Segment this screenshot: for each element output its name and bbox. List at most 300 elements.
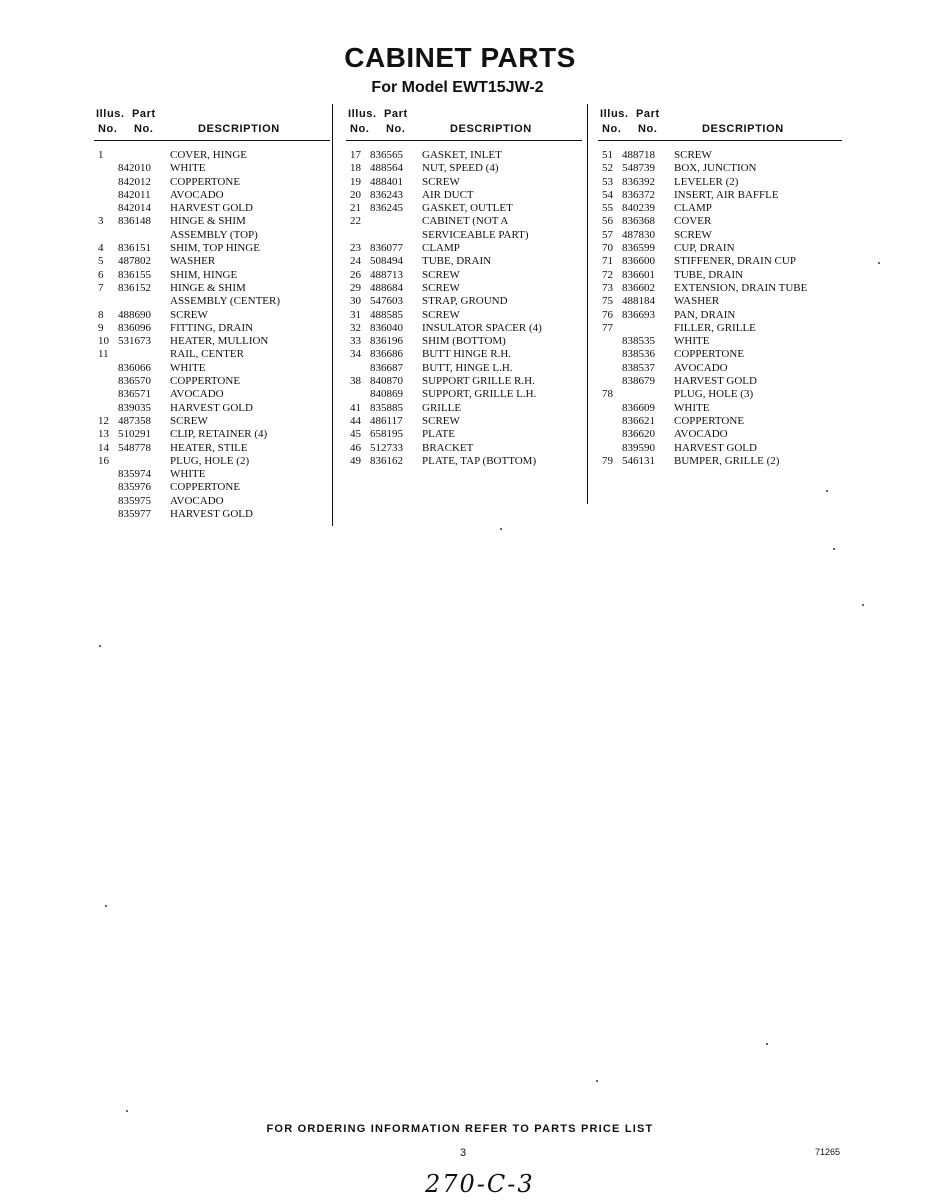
part-description: WASHER xyxy=(170,255,216,268)
part-number: 487802 xyxy=(118,255,151,268)
column-divider xyxy=(332,104,333,526)
part-description: PLATE, TAP (BOTTOM) xyxy=(422,454,537,467)
part-description: WHITE xyxy=(170,162,206,175)
ordering-info-footer: FOR ORDERING INFORMATION REFER TO PARTS PRICE LIST xyxy=(266,1123,654,1135)
part-number: 546131 xyxy=(622,454,655,467)
part-description: TUBE, DRAIN xyxy=(674,268,744,281)
illus-number: 9 xyxy=(98,321,104,334)
part-number: 487830 xyxy=(622,228,655,241)
illus-number: 34 xyxy=(350,348,361,361)
part-row xyxy=(94,149,330,162)
part-number: 547603 xyxy=(370,295,403,308)
part-number: 836243 xyxy=(370,188,403,201)
part-description: GRILLE xyxy=(422,401,462,414)
part-number: 488401 xyxy=(370,175,403,188)
scan-speck xyxy=(99,645,101,647)
part-description: HINGE & SHIM xyxy=(170,215,246,228)
illus-number: 54 xyxy=(602,188,613,201)
part-number: 836077 xyxy=(370,242,403,255)
part-description: BOX, JUNCTION xyxy=(674,162,757,175)
handwritten-note: 270-C-3 xyxy=(425,1170,535,1198)
part-description: AVOCADO xyxy=(674,361,728,374)
part-description: EXTENSION, DRAIN TUBE xyxy=(674,281,808,294)
part-row xyxy=(346,202,582,215)
part-row xyxy=(94,229,330,242)
illus-number: 31 xyxy=(350,308,361,321)
illus-number: 23 xyxy=(350,242,361,255)
part-number: 835975 xyxy=(118,494,151,507)
scan-speck xyxy=(500,528,502,530)
illus-number: 33 xyxy=(350,335,361,348)
illus-number: 75 xyxy=(602,295,613,308)
part-number: 488684 xyxy=(370,281,403,294)
scan-speck xyxy=(826,490,828,492)
part-number: 488585 xyxy=(370,308,403,321)
part-description: AVOCADO xyxy=(170,188,224,201)
part-number: 488718 xyxy=(622,149,655,161)
part-row xyxy=(94,282,330,295)
illus-number: 55 xyxy=(602,202,613,215)
illus-number: 51 xyxy=(602,149,613,161)
part-number: 836602 xyxy=(622,281,655,294)
part-description: INSULATOR SPACER (4) xyxy=(422,321,542,334)
part-description: SHIM, HINGE xyxy=(170,268,238,281)
part-number: 510291 xyxy=(118,428,151,441)
part-description: GASKET, INLET xyxy=(422,149,502,161)
part-row xyxy=(598,309,842,322)
part-row xyxy=(598,442,842,455)
part-row xyxy=(598,428,842,441)
part-row xyxy=(598,375,842,388)
part-number: 838537 xyxy=(622,361,655,374)
part-description: STRAP, GROUND xyxy=(422,295,508,308)
scan-speck xyxy=(596,1080,598,1082)
part-row xyxy=(94,388,330,401)
part-description: SCREW xyxy=(170,308,208,321)
part-number: 548778 xyxy=(118,441,151,454)
part-row xyxy=(94,481,330,494)
part-description: GASKET, OUTLET xyxy=(422,202,513,215)
illus-number: 13 xyxy=(98,428,109,441)
part-description: HEATER, STILE xyxy=(170,441,248,454)
page-number: 3 xyxy=(460,1147,467,1159)
header-illus-no: No. xyxy=(350,123,370,135)
part-row xyxy=(346,402,582,415)
illus-number: 29 xyxy=(350,281,361,294)
part-description: ASSEMBLY (CENTER) xyxy=(170,295,281,308)
part-description: WHITE xyxy=(674,401,710,414)
part-number: 512733 xyxy=(370,441,403,454)
header-part: Part xyxy=(384,108,408,120)
illus-number: 21 xyxy=(350,202,361,215)
part-row xyxy=(346,335,582,348)
header-part: Part xyxy=(636,108,660,120)
part-description: AVOCADO xyxy=(170,388,224,401)
part-description: COPPERTONE xyxy=(674,414,745,427)
part-number: 836368 xyxy=(622,215,655,228)
column-divider xyxy=(587,104,588,504)
part-row xyxy=(94,162,330,175)
part-number: 836152 xyxy=(118,281,151,294)
illus-number: 20 xyxy=(350,188,361,201)
part-description: SCREW xyxy=(170,414,208,427)
part-description: FITTING, DRAIN xyxy=(170,321,254,334)
part-description: HARVEST GOLD xyxy=(674,441,757,454)
part-number: 836620 xyxy=(622,428,655,441)
part-number: 836601 xyxy=(622,268,655,281)
part-description: COPPERTONE xyxy=(170,175,241,188)
illus-number: 4 xyxy=(98,242,104,255)
scan-speck xyxy=(126,1110,128,1112)
part-row xyxy=(598,242,842,255)
part-row xyxy=(94,402,330,415)
part-number: 836687 xyxy=(370,361,403,374)
part-row xyxy=(94,176,330,189)
part-description: CLIP, RETAINER (4) xyxy=(170,428,268,441)
part-description: AIR DUCT xyxy=(422,188,474,201)
part-row xyxy=(94,202,330,215)
part-row xyxy=(598,335,842,348)
part-description: CLAMP xyxy=(422,242,460,255)
illus-number: 46 xyxy=(350,441,361,454)
scan-speck xyxy=(862,604,864,606)
illus-number: 45 xyxy=(350,428,361,441)
part-description: COPPERTONE xyxy=(674,348,745,361)
part-row xyxy=(94,508,330,521)
part-row xyxy=(598,215,842,228)
part-row xyxy=(94,495,330,508)
part-row xyxy=(94,442,330,455)
part-row xyxy=(346,215,582,228)
part-description: STIFFENER, DRAIN CUP xyxy=(674,255,796,268)
part-row xyxy=(94,295,330,308)
part-number: 839035 xyxy=(118,401,151,414)
part-description: TUBE, DRAIN xyxy=(422,255,492,268)
part-number: 840870 xyxy=(370,375,403,388)
parts-rows xyxy=(94,149,330,521)
part-number: 836600 xyxy=(622,255,655,268)
part-row xyxy=(598,149,842,162)
header-description: DESCRIPTION xyxy=(450,123,532,135)
scan-speck xyxy=(833,548,835,550)
part-number: 835976 xyxy=(118,481,151,494)
part-number: 548739 xyxy=(622,162,655,175)
illus-number: 57 xyxy=(602,228,613,241)
illus-number: 1 xyxy=(98,149,104,161)
part-row xyxy=(346,162,582,175)
part-number: 836621 xyxy=(622,414,655,427)
part-description: COPPERTONE xyxy=(170,375,241,388)
part-number: 836599 xyxy=(622,242,655,255)
part-description: HEATER, MULLION xyxy=(170,335,269,348)
part-description: COPPERTONE xyxy=(170,481,241,494)
part-row xyxy=(346,149,582,162)
part-description: AVOCADO xyxy=(674,428,728,441)
part-row xyxy=(598,362,842,375)
illus-number: 10 xyxy=(98,335,109,348)
header-illus: Illus. xyxy=(96,108,125,120)
part-description: HARVEST GOLD xyxy=(170,401,253,414)
part-number: 838679 xyxy=(622,375,655,388)
parts-column-2 xyxy=(346,108,582,468)
illus-number: 44 xyxy=(350,414,361,427)
illus-number: 76 xyxy=(602,308,613,321)
parts-column-3 xyxy=(598,108,842,468)
part-row xyxy=(346,322,582,335)
part-number: 836571 xyxy=(118,388,151,401)
part-description: FILLER, GRILLE xyxy=(674,321,756,334)
part-number: 839590 xyxy=(622,441,655,454)
part-row xyxy=(94,309,330,322)
part-number: 836609 xyxy=(622,401,655,414)
part-row xyxy=(598,455,842,468)
part-row xyxy=(346,309,582,322)
part-row xyxy=(598,189,842,202)
part-row xyxy=(346,348,582,361)
part-row xyxy=(346,229,582,242)
part-number: 836155 xyxy=(118,268,151,281)
illus-number: 11 xyxy=(98,348,109,361)
part-row xyxy=(346,415,582,428)
header-illus-no: No. xyxy=(98,123,118,135)
part-description: SHIM (BOTTOM) xyxy=(422,335,506,348)
part-row xyxy=(94,455,330,468)
part-row xyxy=(346,442,582,455)
parts-rows xyxy=(598,149,842,468)
part-description: HARVEST GOLD xyxy=(170,508,253,521)
part-description: SERVICEABLE PART) xyxy=(422,228,529,241)
part-number: 836565 xyxy=(370,149,403,161)
part-number: 842012 xyxy=(118,175,151,188)
illus-number: 70 xyxy=(602,242,613,255)
part-description: RAIL, CENTER xyxy=(170,348,244,361)
part-row xyxy=(94,242,330,255)
header-illus: Illus. xyxy=(348,108,377,120)
part-number: 487358 xyxy=(118,414,151,427)
part-number: 842011 xyxy=(118,188,151,201)
part-row xyxy=(346,242,582,255)
part-row xyxy=(598,255,842,268)
part-row xyxy=(94,322,330,335)
illus-number: 5 xyxy=(98,255,104,268)
part-number: 836196 xyxy=(370,335,403,348)
part-description: SCREW xyxy=(422,268,460,281)
illus-number: 38 xyxy=(350,375,361,388)
part-description: LEVELER (2) xyxy=(674,175,739,188)
part-description: BUMPER, GRILLE (2) xyxy=(674,454,780,467)
parts-column-1 xyxy=(94,108,330,521)
header-description: DESCRIPTION xyxy=(198,123,280,135)
part-description: HARVEST GOLD xyxy=(674,375,757,388)
header-illus: Illus. xyxy=(600,108,629,120)
illus-number: 18 xyxy=(350,162,361,175)
part-row xyxy=(94,362,330,375)
part-number: 836693 xyxy=(622,308,655,321)
part-description: PLUG, HOLE (3) xyxy=(674,388,754,401)
column-header xyxy=(598,108,842,141)
part-row xyxy=(94,189,330,202)
part-row xyxy=(598,388,842,401)
part-row xyxy=(598,229,842,242)
illus-number: 12 xyxy=(98,414,109,427)
part-row xyxy=(94,428,330,441)
illus-number: 7 xyxy=(98,281,104,294)
header-part-no: No. xyxy=(134,123,154,135)
illus-number: 79 xyxy=(602,454,613,467)
part-number: 836151 xyxy=(118,242,151,255)
part-description: WHITE xyxy=(674,335,710,348)
part-row xyxy=(94,335,330,348)
part-description: COVER xyxy=(674,215,712,228)
part-description: ASSEMBLY (TOP) xyxy=(170,228,258,241)
header-part-no: No. xyxy=(638,123,658,135)
part-row xyxy=(598,402,842,415)
part-number: 658195 xyxy=(370,428,403,441)
part-number: 836392 xyxy=(622,175,655,188)
illus-number: 56 xyxy=(602,215,613,228)
part-description: BRACKET xyxy=(422,441,474,454)
part-description: SCREW xyxy=(422,308,460,321)
part-row xyxy=(94,375,330,388)
part-description: WASHER xyxy=(674,295,720,308)
part-number: 835974 xyxy=(118,468,151,481)
part-row xyxy=(598,282,842,295)
illus-number: 6 xyxy=(98,268,104,281)
parts-rows xyxy=(346,149,582,468)
part-description: AVOCADO xyxy=(170,494,224,507)
illus-number: 72 xyxy=(602,268,613,281)
part-description: CUP, DRAIN xyxy=(674,242,735,255)
part-description: SCREW xyxy=(422,414,460,427)
header-description: DESCRIPTION xyxy=(702,123,784,135)
part-number: 842014 xyxy=(118,202,151,215)
header-part-no: No. xyxy=(386,123,406,135)
scan-speck xyxy=(878,262,880,264)
part-row xyxy=(346,255,582,268)
part-row xyxy=(94,255,330,268)
part-description: BUTT, HINGE L.H. xyxy=(422,361,513,374)
part-row xyxy=(346,362,582,375)
part-description: HINGE & SHIM xyxy=(170,281,246,294)
part-number: 488184 xyxy=(622,295,655,308)
part-row xyxy=(346,282,582,295)
illus-number: 16 xyxy=(98,454,109,467)
part-description: CLAMP xyxy=(674,202,712,215)
part-row xyxy=(346,176,582,189)
part-row xyxy=(346,428,582,441)
part-row xyxy=(94,215,330,228)
illus-number: 24 xyxy=(350,255,361,268)
part-number: 842010 xyxy=(118,162,151,175)
part-number: 836245 xyxy=(370,202,403,215)
header-illus-no: No. xyxy=(602,123,622,135)
page-title: CABINET PARTS xyxy=(344,42,576,73)
part-row xyxy=(598,348,842,361)
part-number: 840869 xyxy=(370,388,403,401)
illus-number: 19 xyxy=(350,175,361,188)
part-number: 836162 xyxy=(370,454,403,467)
illus-number: 53 xyxy=(602,175,613,188)
part-description: HARVEST GOLD xyxy=(170,202,253,215)
illus-number: 8 xyxy=(98,308,104,321)
illus-number: 14 xyxy=(98,441,109,454)
part-row xyxy=(346,189,582,202)
part-number: 836570 xyxy=(118,375,151,388)
part-row xyxy=(94,269,330,282)
part-description: WHITE xyxy=(170,361,206,374)
scan-speck xyxy=(766,1043,768,1045)
part-description: SCREW xyxy=(674,149,712,161)
column-header xyxy=(94,108,330,141)
part-row xyxy=(598,202,842,215)
part-number: 840239 xyxy=(622,202,655,215)
part-row xyxy=(598,295,842,308)
part-number: 836148 xyxy=(118,215,151,228)
part-row xyxy=(346,269,582,282)
part-description: PLUG, HOLE (2) xyxy=(170,454,250,467)
part-row xyxy=(598,269,842,282)
illus-number: 52 xyxy=(602,162,613,175)
illus-number: 41 xyxy=(350,401,361,414)
part-row xyxy=(346,388,582,401)
part-number: 488690 xyxy=(118,308,151,321)
part-number: 488713 xyxy=(370,268,403,281)
part-number: 835977 xyxy=(118,508,151,521)
part-row xyxy=(94,348,330,361)
illus-number: 73 xyxy=(602,281,613,294)
part-description: PAN, DRAIN xyxy=(674,308,736,321)
part-description: SCREW xyxy=(422,175,460,188)
part-row xyxy=(598,415,842,428)
part-number: 836040 xyxy=(370,321,403,334)
illus-number: 78 xyxy=(602,388,613,401)
part-description: COVER, HINGE xyxy=(170,149,247,161)
part-row xyxy=(598,322,842,335)
part-row xyxy=(346,295,582,308)
part-description: SUPPORT GRILLE R.H. xyxy=(422,375,535,388)
part-number: 838535 xyxy=(622,335,655,348)
part-description: BUTT HINGE R.H. xyxy=(422,348,512,361)
illus-number: 26 xyxy=(350,268,361,281)
model-subtitle: For Model EWT15JW-2 xyxy=(371,79,544,96)
part-description: PLATE xyxy=(422,428,455,441)
part-number: 838536 xyxy=(622,348,655,361)
column-header xyxy=(346,108,582,141)
part-number: 836372 xyxy=(622,188,655,201)
part-number: 508494 xyxy=(370,255,403,268)
part-number: 836686 xyxy=(370,348,403,361)
part-description: NUT, SPEED (4) xyxy=(422,162,499,175)
part-row xyxy=(598,176,842,189)
part-number: 836096 xyxy=(118,321,151,334)
part-row xyxy=(598,162,842,175)
illus-number: 30 xyxy=(350,295,361,308)
part-description: INSERT, AIR BAFFLE xyxy=(674,188,779,201)
illus-number: 49 xyxy=(350,454,361,467)
illus-number: 3 xyxy=(98,215,104,228)
part-row xyxy=(94,415,330,428)
part-number: 486117 xyxy=(370,414,403,427)
part-row xyxy=(346,375,582,388)
scan-speck xyxy=(105,905,107,907)
illus-number: 71 xyxy=(602,255,613,268)
part-description: SCREW xyxy=(674,228,712,241)
part-description: WHITE xyxy=(170,468,206,481)
illus-number: 32 xyxy=(350,321,361,334)
part-number: 488564 xyxy=(370,162,403,175)
part-row xyxy=(94,468,330,481)
part-description: SHIM, TOP HINGE xyxy=(170,242,260,255)
